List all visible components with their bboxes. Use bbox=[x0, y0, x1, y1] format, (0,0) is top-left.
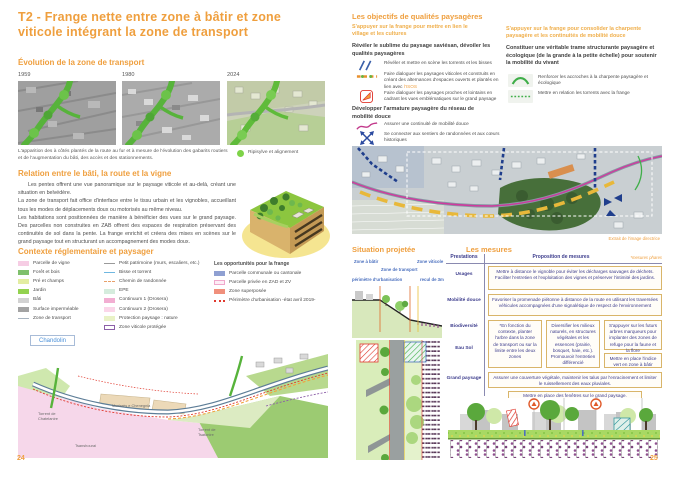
legend-column-3-header: Les opportunités pour la frange bbox=[214, 261, 290, 267]
legend-column-1 bbox=[18, 261, 102, 325]
legend-label: Bisse et torrent bbox=[119, 270, 152, 276]
legend-column-3-wrap bbox=[214, 261, 336, 307]
legend-column-2 bbox=[104, 261, 208, 334]
ripisylve-dot-icon bbox=[237, 150, 244, 157]
photo-year-2024: 2024 bbox=[227, 72, 240, 78]
relation-heading: Relation entre le bâti, la route et la vigne bbox=[18, 169, 172, 178]
mesure-paysage-box-2: Mettre en place des fenêtres sur le grand paysage. bbox=[508, 391, 642, 400]
legend-item bbox=[104, 307, 208, 313]
label-perimetre: périmètre d'urbanisation bbox=[352, 277, 403, 282]
row-label-biodiversite: Biodiversité bbox=[450, 324, 478, 329]
mesure-usages-box: Mettre à distance le vignoble pour éviter les décharges sauvages de déchets. Faciliter l'entretien et l'exploitation des vignes et préserver l'intimité des jardins. bbox=[488, 266, 662, 290]
label-recul: recul de 3m bbox=[420, 277, 444, 282]
legend-label: Zone viticole protégée bbox=[119, 324, 167, 330]
view-cone-icon bbox=[354, 90, 379, 103]
aerial-photo-1959 bbox=[18, 81, 116, 145]
legend-swatch-fill bbox=[18, 261, 29, 266]
objective-item-sentiers bbox=[354, 131, 500, 145]
legend-swatch-fill bbox=[104, 298, 115, 303]
relation-paragraph-3: Les habitations sont positionnées de manière à bénéficier des vues sur le grand paysage. Des parcelles non construites en ZAB offrent des espaces de respiration préservant des continuités de sol dans la pente. La frange enrichit et créera des mises en scènes sur le grand paysage tout en structurant un accompagnement des modes doux. bbox=[18, 214, 236, 246]
objective-item-vues bbox=[354, 90, 500, 103]
legend-label: Surface imperméable bbox=[33, 306, 79, 312]
page-title: T2 - Frange nette entre zone à bâtir et zone viticole intégrant la zone de transport bbox=[18, 10, 282, 39]
objective-item-accroches bbox=[508, 74, 660, 87]
mesure-mobilite-box: Favoriser la promenade piétonne à distance de la route en utilisant les traversées véhicules accompagnées d'une signalétique de respect de l'environnement bbox=[488, 294, 662, 316]
legend-item bbox=[18, 270, 102, 276]
legend-item bbox=[104, 325, 208, 331]
objective-item-torrents-frange bbox=[508, 90, 660, 103]
legend-label: Pré et champs bbox=[33, 279, 64, 285]
torrent-lines-icon bbox=[354, 60, 379, 71]
legend-swatch-fill bbox=[104, 289, 115, 294]
cross-arrows-icon bbox=[354, 131, 379, 145]
legend-item bbox=[18, 316, 102, 322]
legend-swatch-dots bbox=[214, 300, 225, 302]
legend-item bbox=[214, 289, 336, 295]
image-directrice-caption: Extrait de l'image directrice bbox=[608, 236, 660, 241]
objective-item-alternances bbox=[354, 71, 500, 90]
photo-year-1980: 1980 bbox=[122, 72, 135, 78]
legend-swatch-fill bbox=[18, 298, 29, 303]
legend-label: Parcelle communale ou cantonale bbox=[229, 271, 302, 276]
legend-label: Protection paysage : nature bbox=[119, 315, 178, 321]
contexte-heading: Contexte réglementaire et paysager bbox=[18, 247, 154, 256]
legend-item bbox=[18, 261, 102, 267]
objective-label: Révéler et mettre en scène les torrents et les bisses bbox=[384, 60, 492, 65]
masterplan-map bbox=[18, 348, 328, 458]
mesures-proposition-header: Proposition de mesures bbox=[532, 254, 590, 260]
legend-item bbox=[104, 279, 208, 285]
label-zone-batir: Zone à bâtir bbox=[354, 259, 379, 264]
alternance-dashes-icon bbox=[354, 71, 379, 82]
mesures-heading: Les mesures bbox=[466, 245, 512, 254]
mesure-bio-box-2: Diversifier les milieux naturels, en structures végétales et les essences (prairie, bosquet, haie, etc.). Promouvoir l'entretien différencié bbox=[546, 320, 600, 368]
green-arc-icon bbox=[508, 74, 533, 87]
relation-paragraph-2: La zone de transport fait office d'interface entre le tissu urbain et les vignobles, accueillant tous les modes de déplacements doux ou motorisés au même niveau. bbox=[18, 198, 236, 213]
legend-swatch-outline bbox=[104, 325, 115, 330]
legend-label: Parcelle de vigne bbox=[33, 261, 70, 266]
legend-swatch-line bbox=[18, 318, 29, 319]
page-number-right: 25 bbox=[650, 455, 658, 462]
legend-label: Zone de transport bbox=[33, 315, 71, 321]
legend-label: Périmètre d'urbanisation -état avril 2019- bbox=[229, 298, 316, 304]
photo-year-1959: 1959 bbox=[18, 72, 31, 78]
mesure-bio-box-1: *En fonction du contexte, planter l'arbre dans la zone de transport ou sur la limite entre les deux zones bbox=[488, 320, 542, 368]
row-label-eau-sol: Eau Sol bbox=[455, 346, 473, 351]
legend-swatch-line bbox=[104, 263, 115, 264]
photos-caption: L'apparition des à côtés plantés de la route au fur et à mesure de l'évolution des gabarits routiers et de l'augmentation du bâti, des accès et des stationnements. bbox=[18, 149, 228, 161]
objectifs-right-subheading: S'appuyer sur la frange pour consolider la charpente paysagère et les continuités de mobilité douce bbox=[506, 26, 642, 40]
image-directrice-aerial bbox=[352, 146, 662, 234]
legend-item bbox=[214, 280, 336, 286]
table-column-rule bbox=[484, 254, 485, 396]
table-header-rule bbox=[446, 263, 662, 264]
situation-heading: Situation projetée bbox=[352, 245, 416, 254]
objective-item-torrents bbox=[354, 60, 500, 71]
legend-label: Forêt et bois bbox=[33, 270, 60, 276]
objective-label: Mettre en relation les torrents avec la frange bbox=[538, 90, 630, 95]
objectifs-intro-2: Développer l'armature paysagère du réseau de mobilité douce bbox=[352, 106, 475, 120]
legend-swatch-fill bbox=[18, 270, 29, 275]
objective-label: Faire dialoguer les paysages proches et lointains en cadrant les vues emblématiques sur le grand paysage bbox=[384, 90, 497, 102]
mesure-bio-box-3: S'appuyer sur les futurs arbres marqueurs pour implanter des zones de refuge pour la faune et la flore bbox=[604, 320, 662, 350]
legend-swatch-fill bbox=[214, 271, 225, 276]
legend-item bbox=[18, 279, 102, 285]
legend-label: Petit patrimoine (murs, escaliers, etc.) bbox=[119, 261, 200, 266]
map-label-area: Tsanshourai bbox=[75, 443, 96, 448]
relation-paragraphs bbox=[18, 181, 236, 247]
objectifs-intro-1: Révéler le sublime du paysage saviésan, dévoiler les qualités paysagères bbox=[352, 43, 491, 57]
legend-item bbox=[104, 316, 208, 322]
objectifs-right-intro: Constituer une véritable trame structurante paysagère et écologique (de la grande à la petite échelle) pour soutenir la mobilité du vivant bbox=[506, 45, 657, 67]
section-drawing bbox=[352, 286, 442, 338]
legend-item bbox=[214, 271, 336, 277]
mesures-note: *mesures phares bbox=[630, 255, 662, 260]
mesures-col-header: Prestations bbox=[450, 254, 478, 260]
legend-swatch-fill bbox=[104, 316, 115, 321]
legend-swatch-dash bbox=[104, 281, 115, 282]
legend-swatch-fill bbox=[18, 289, 29, 294]
row-label-mobilite: Mobilité douce bbox=[447, 298, 481, 303]
row-label-grand-paysage: Grand paysage bbox=[446, 376, 482, 381]
legend-item bbox=[18, 307, 102, 313]
green-dotted-line-icon bbox=[508, 90, 533, 103]
terrace-3d-illustration bbox=[240, 178, 332, 264]
ripisylve-legend bbox=[237, 150, 298, 157]
objective-label: Faire dialoguer les paysages viticoles et construits en créant des alternances d'espaces ouverts et plantés en lien avec l'ISOS bbox=[384, 71, 499, 89]
page-number-left: 24 bbox=[17, 455, 25, 462]
legend-label: Jardin bbox=[33, 288, 47, 294]
evolution-heading: Évolution de la zone de transport bbox=[18, 58, 145, 67]
frange-elevation-illustration bbox=[446, 398, 662, 458]
legend-item bbox=[104, 297, 208, 303]
legend-item bbox=[18, 297, 102, 303]
objectifs-left-subheading: S'appuyer sur la frange pour mettre en lien le village et les cultures bbox=[352, 24, 468, 38]
legend-item bbox=[104, 261, 208, 267]
legend-item bbox=[18, 288, 102, 294]
legend-item bbox=[214, 298, 336, 304]
legend-label: Zone superposée bbox=[229, 289, 267, 295]
legend-column-3 bbox=[214, 271, 336, 304]
legend-label: Continuum 1 (Drosera) bbox=[119, 297, 168, 303]
objective-label-accent: l'ISOS bbox=[403, 83, 417, 89]
plan-drawing bbox=[356, 340, 440, 460]
legend-item bbox=[104, 270, 208, 276]
ripisylve-legend-label: Ripisylve et alignement bbox=[248, 150, 299, 156]
legend-swatch-line bbox=[104, 272, 115, 273]
map-place-label: Chandolin bbox=[30, 335, 75, 346]
legend-label: Chemin de randonnée bbox=[119, 279, 167, 285]
map-label-torrent-1: Torrent de Chatelanire bbox=[38, 411, 58, 421]
legend-label: Continuum 2 (Drosera) bbox=[119, 306, 168, 312]
objective-label: Se connecter aux sentiers de randonnées et aux cœurs historiques bbox=[384, 131, 500, 143]
legend-item bbox=[104, 288, 208, 294]
legend-swatch-fill bbox=[18, 279, 29, 284]
label-zone-transport: Zone de transport bbox=[381, 267, 418, 272]
mesure-paysage-box-1: Assurer une couverture végétale, maintenir les talus par l'enracinement et limiter le ruissellement des eaux pluviales. bbox=[488, 372, 662, 388]
aerial-photo-1980 bbox=[122, 81, 220, 145]
aerial-photo-2024 bbox=[227, 81, 325, 145]
objective-label: Renforcer les accroches à la charpente paysagère et écologique bbox=[538, 74, 648, 86]
legend-label: EPE bbox=[119, 288, 129, 294]
legend-swatch-fill bbox=[104, 307, 115, 312]
legend-label: Parcelle privée en ZAD et ZV bbox=[229, 280, 292, 286]
relation-paragraph-1: Les pentes offrent une vue panoramique sur le paysage viticole et au-delà, créant une situation en belvédère. bbox=[18, 182, 236, 197]
legend-swatch-fill bbox=[18, 307, 29, 312]
objectifs-heading: Les objectifs de qualités paysagères bbox=[352, 12, 483, 21]
legend-label: Bâti bbox=[33, 297, 42, 303]
mesure-bio-box-4: Mettre en place l'indice vert en zone à bâtir bbox=[604, 353, 662, 368]
row-label-usages: Usages bbox=[455, 272, 473, 277]
objective-label: Assurer une continuité de mobilité douce bbox=[384, 121, 469, 126]
label-zone-viticole: Zone viticole bbox=[417, 259, 444, 264]
map-label-lieu-dit: Mudarès e Chenegnia bbox=[112, 403, 151, 408]
map-label-torrent-2: Torrent de Tsatonire bbox=[198, 427, 216, 437]
legend-swatch-outline-fill bbox=[214, 280, 225, 285]
legend-swatch-fill bbox=[214, 289, 225, 294]
